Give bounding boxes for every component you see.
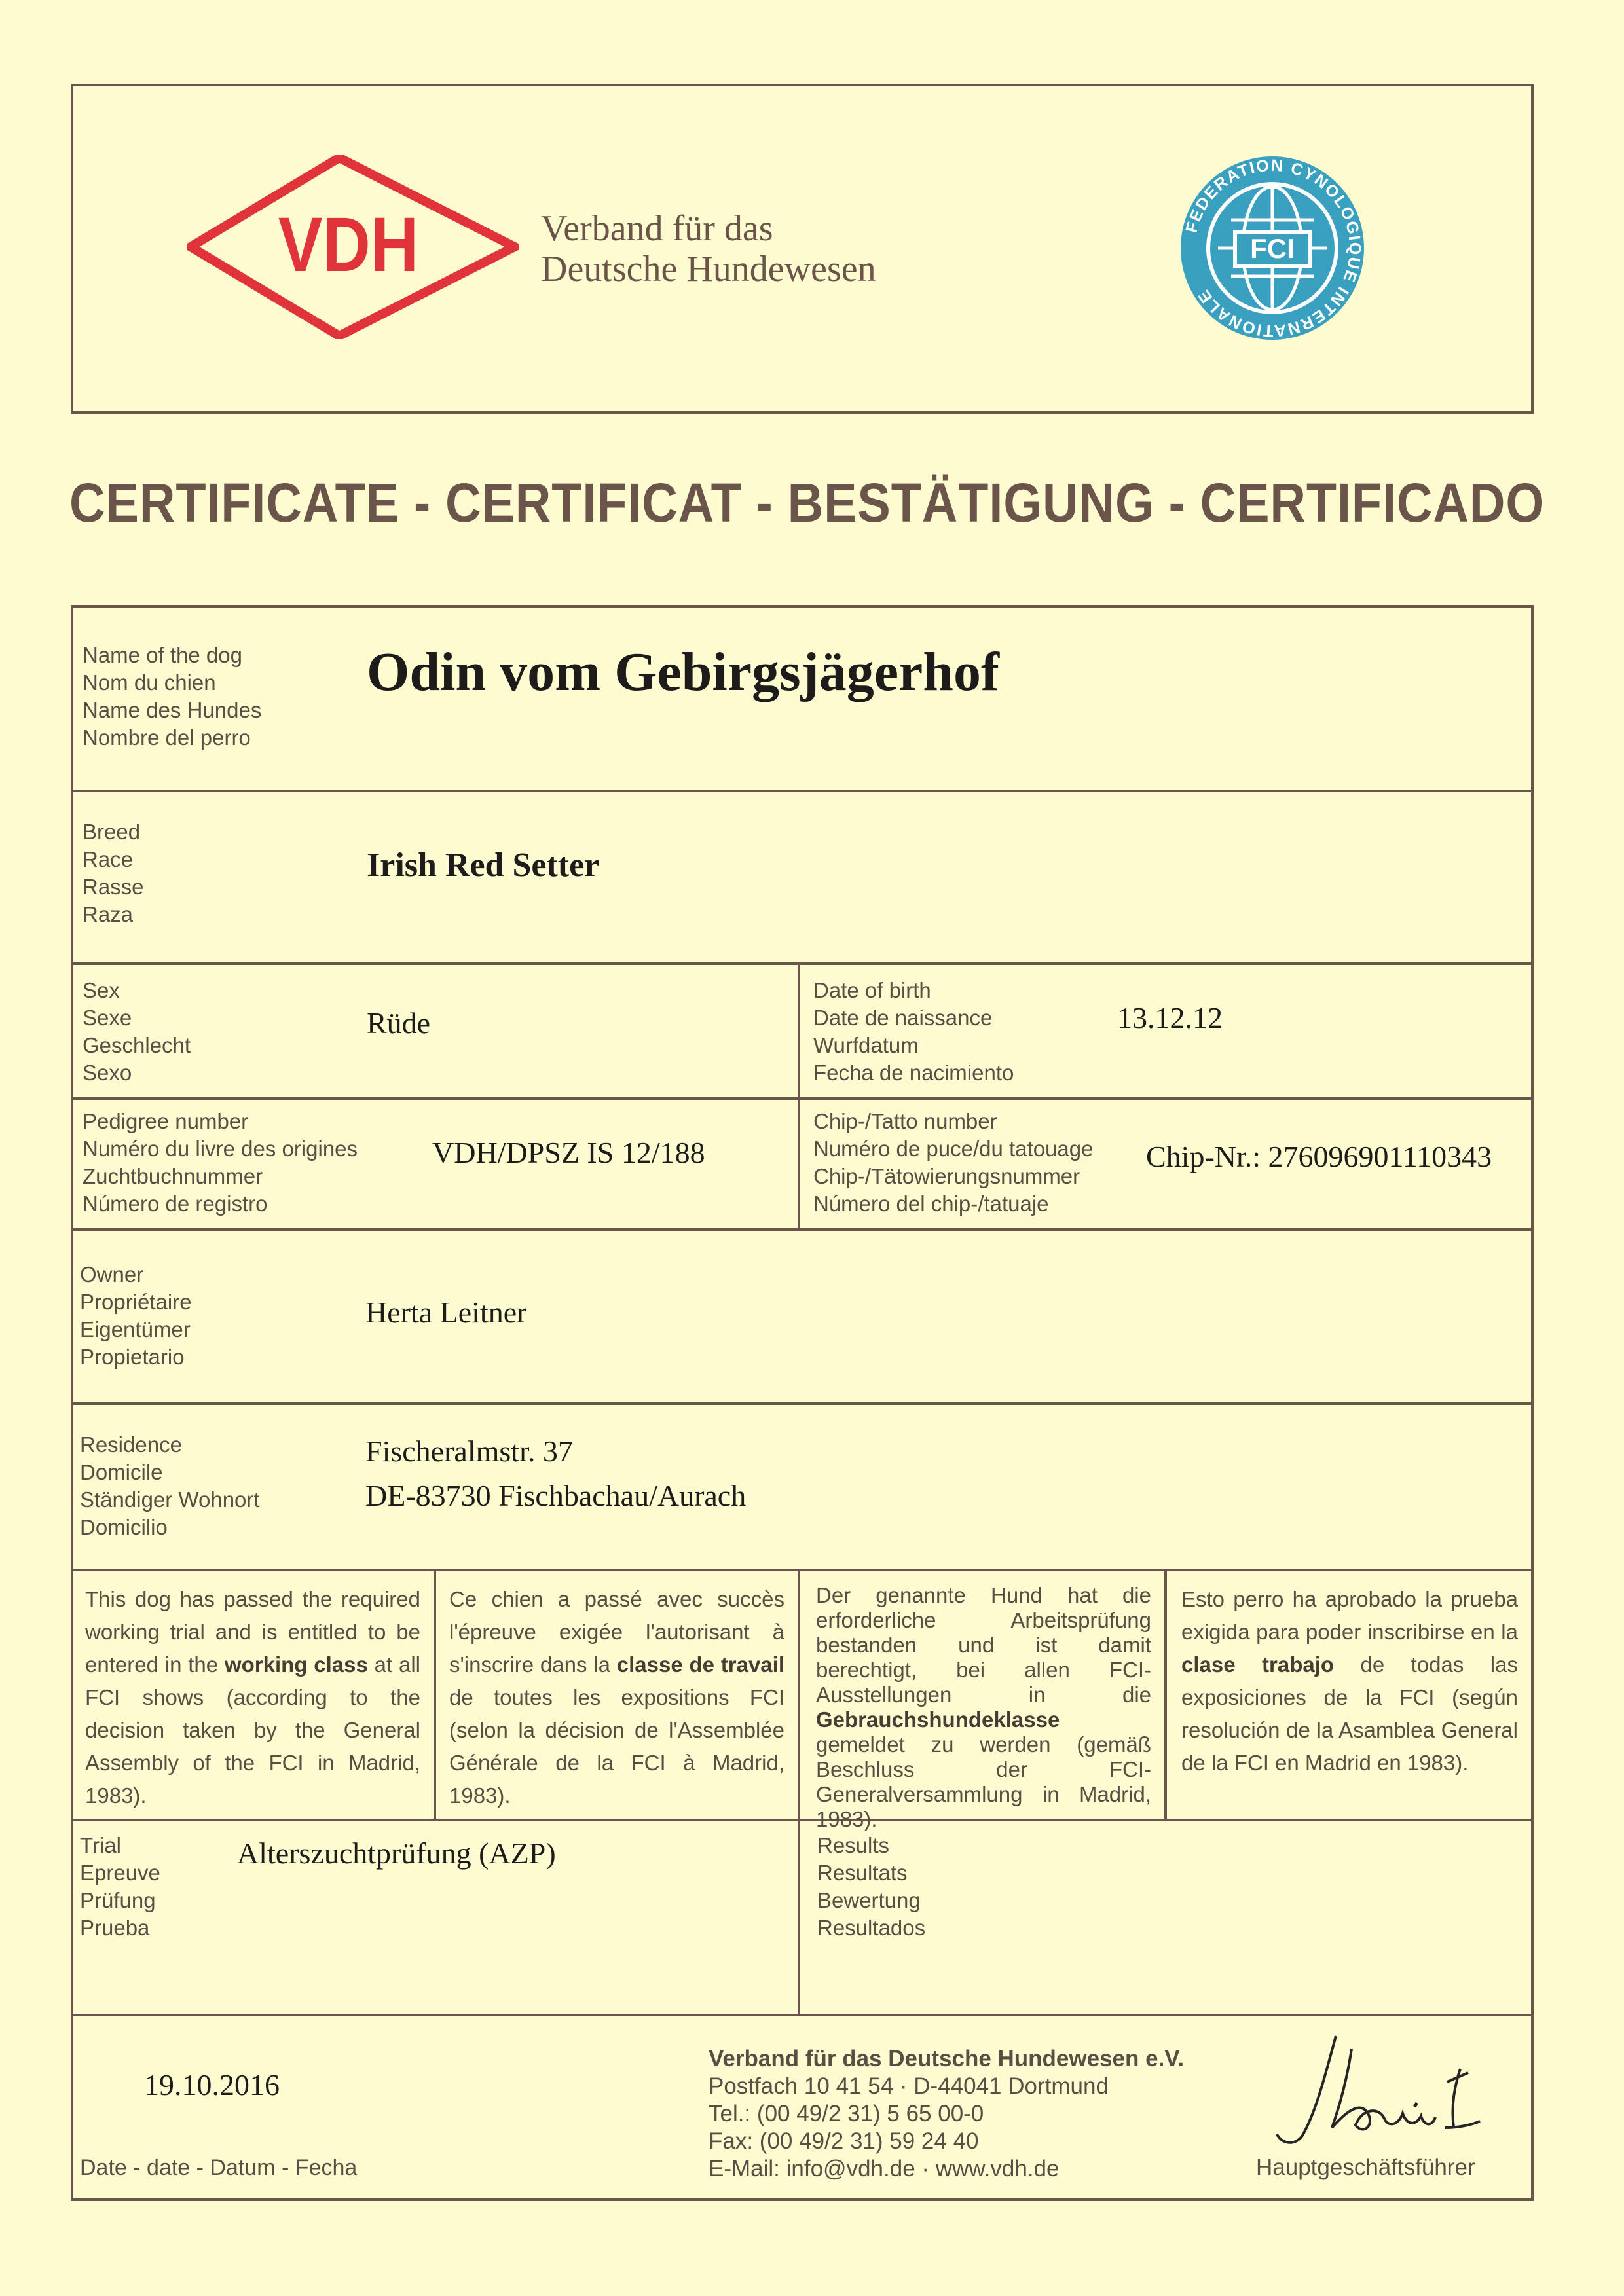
statement-text: gemeldet zu werden (gemäß Beschluss der FCI-Generalversammlung in Madrid, 1983). xyxy=(816,1732,1151,1831)
label-line: Name of the dog xyxy=(83,643,242,667)
label-line: Bewertung xyxy=(817,1888,921,1912)
vdh-logo xyxy=(187,155,519,339)
chip-labels xyxy=(813,1108,1093,1218)
label-line: Chip-/Tätowierungsnummer xyxy=(813,1164,1080,1188)
org-name-line1: Verband für das xyxy=(541,208,773,249)
label-line: Trial xyxy=(80,1833,121,1857)
dob-labels xyxy=(813,977,1014,1087)
label-line: Nombre del perro xyxy=(83,725,251,750)
footer-address: Postfach 10 41 54 · D-44041 Dortmund xyxy=(709,2073,1109,2099)
owner-labels xyxy=(80,1261,192,1371)
fci-logo-text: FCI xyxy=(1250,233,1295,264)
trial-value: Alterszuchtprüfung (AZP) xyxy=(237,1836,556,1870)
certificate-title: CERTIFICATE - CERTIFICAT - BESTÄTIGUNG - CERTIFICADO xyxy=(69,472,1545,534)
footer-email: E-Mail: info@vdh.de · www.vdh.de xyxy=(709,2156,1060,2181)
statement-bold: working class xyxy=(224,1652,368,1677)
label-line: Chip-/Tatto number xyxy=(813,1109,997,1133)
footer-org-name: Verband für das Deutsche Hundewesen e.V. xyxy=(709,2046,1185,2071)
label-line: Results xyxy=(817,1833,890,1857)
statement-bold: clase trabajo xyxy=(1181,1652,1335,1677)
label-line: Pedigree number xyxy=(83,1109,249,1133)
label-line: Domicile xyxy=(80,1460,163,1484)
label-line: Numéro de puce/du tatouage xyxy=(813,1137,1094,1161)
fci-ring-text: FEDERATION CYNOLOGIQUE INTERNATIONALE xyxy=(1182,156,1365,340)
statement-bold: classe de travail xyxy=(616,1652,784,1677)
dog-name-value: Odin vom Gebirgsjägerhof xyxy=(367,642,999,702)
residence-line2: DE-83730 Fischbachau/Aurach xyxy=(365,1479,747,1512)
trial-labels xyxy=(80,1832,160,1942)
residence-labels xyxy=(80,1431,260,1541)
sex-labels xyxy=(83,977,191,1087)
statement-bold: Gebrauchshundeklasse xyxy=(816,1707,1060,1732)
results-labels xyxy=(817,1832,925,1942)
label-line: Nom du chien xyxy=(83,670,216,695)
breed-value: Irish Red Setter xyxy=(367,847,600,884)
dob-value: 13.12.12 xyxy=(1117,1001,1223,1034)
statement-de xyxy=(816,1583,1151,1832)
sex-value: Rüde xyxy=(367,1006,431,1040)
statement-text: de todas las exposiciones de la FCI (según resolución de la Asamblea General de la FCI en Madrid en 1983). xyxy=(1181,1652,1518,1775)
label-line: Epreuve xyxy=(80,1861,160,1885)
dog-name-labels xyxy=(83,642,261,752)
label-line: Prueba xyxy=(80,1916,150,1940)
statement-text: This dog has passed the required working trial and is entitled to be entered in the xyxy=(85,1587,420,1677)
statement-es xyxy=(1181,1583,1518,1779)
signatory-title: Hauptgeschäftsführer xyxy=(1256,2155,1475,2180)
issue-date-value: 19.10.2016 xyxy=(144,2068,280,2102)
org-name xyxy=(541,208,876,289)
statement-fr xyxy=(449,1583,784,1812)
breed-labels xyxy=(83,818,144,928)
chip-value: Chip-Nr.: 276096901110343 xyxy=(1146,1140,1492,1173)
label-line: Resultats xyxy=(817,1861,908,1885)
label-line: Sex xyxy=(83,978,120,1002)
statement-text: Der genannte Hund hat die erforderliche Arbeitsprüfung bestanden und ist damit berechtigt, bei allen FCI-Ausstellungen in die xyxy=(816,1583,1151,1707)
label-line: Número de registro xyxy=(83,1192,268,1216)
signature xyxy=(1264,2030,1486,2154)
label-line: Propriétaire xyxy=(80,1290,192,1314)
label-line: Número del chip-/tatuaje xyxy=(813,1192,1049,1216)
statement-text: at all FCI shows (according to the decision taken by the General Assembly of the FCI in Madrid, 1983). xyxy=(85,1652,420,1808)
label-line: Owner xyxy=(80,1262,144,1286)
label-line: Propietario xyxy=(80,1345,185,1369)
statement-text: de toutes les expositions FCI (selon la décision de l'Assemblée Générale de la FCI à Madrid, 1983). xyxy=(449,1685,784,1808)
org-name-line2: Deutsche Hundewesen xyxy=(541,249,876,289)
label-line: Name des Hundes xyxy=(83,698,262,722)
footer-fax: Fax: (00 49/2 31) 59 24 40 xyxy=(709,2128,979,2154)
owner-value: Herta Leitner xyxy=(365,1296,527,1329)
label-line: Rasse xyxy=(83,875,144,899)
residence-line1: Fischeralmstr. 37 xyxy=(365,1434,573,1468)
label-line: Sexo xyxy=(83,1061,132,1085)
label-line: Eigentümer xyxy=(80,1317,191,1341)
label-line: Date of birth xyxy=(813,978,931,1002)
footer-address-block xyxy=(709,2045,1184,2183)
statement-text: Esto perro ha aprobado la prueba exigida para poder inscribirse en la xyxy=(1181,1587,1518,1644)
label-line: Sexe xyxy=(83,1006,132,1030)
label-line: Ständiger Wohnort xyxy=(80,1487,260,1512)
label-line: Wurfdatum xyxy=(813,1033,919,1057)
label-line: Raza xyxy=(83,902,134,926)
label-line: Fecha de nacimiento xyxy=(813,1061,1014,1085)
label-line: Domicilio xyxy=(80,1515,168,1539)
label-line: Race xyxy=(83,847,134,871)
label-line: Resultados xyxy=(817,1916,926,1940)
vdh-logo-text: VDH xyxy=(278,201,419,288)
statement-en xyxy=(85,1583,420,1812)
label-line: Breed xyxy=(83,820,141,844)
label-line: Zuchtbuchnummer xyxy=(83,1164,263,1188)
label-line: Date de naissance xyxy=(813,1006,993,1030)
fci-logo xyxy=(1179,155,1366,342)
issue-date-label: Date - date - Datum - Fecha xyxy=(80,2155,358,2180)
label-line: Numéro du livre des origines xyxy=(83,1137,358,1161)
statement-text: Ce chien a passé avec succès l'épreuve exigée l'autorisant à s'inscrire dans la xyxy=(449,1587,784,1677)
label-line: Residence xyxy=(80,1432,182,1457)
pedigree-labels xyxy=(83,1108,358,1218)
footer-tel: Tel.: (00 49/2 31) 5 65 00-0 xyxy=(709,2101,984,2126)
label-line: Geschlecht xyxy=(83,1033,191,1057)
label-line: Prüfung xyxy=(80,1888,156,1912)
pedigree-value: VDH/DPSZ IS 12/188 xyxy=(432,1136,705,1169)
